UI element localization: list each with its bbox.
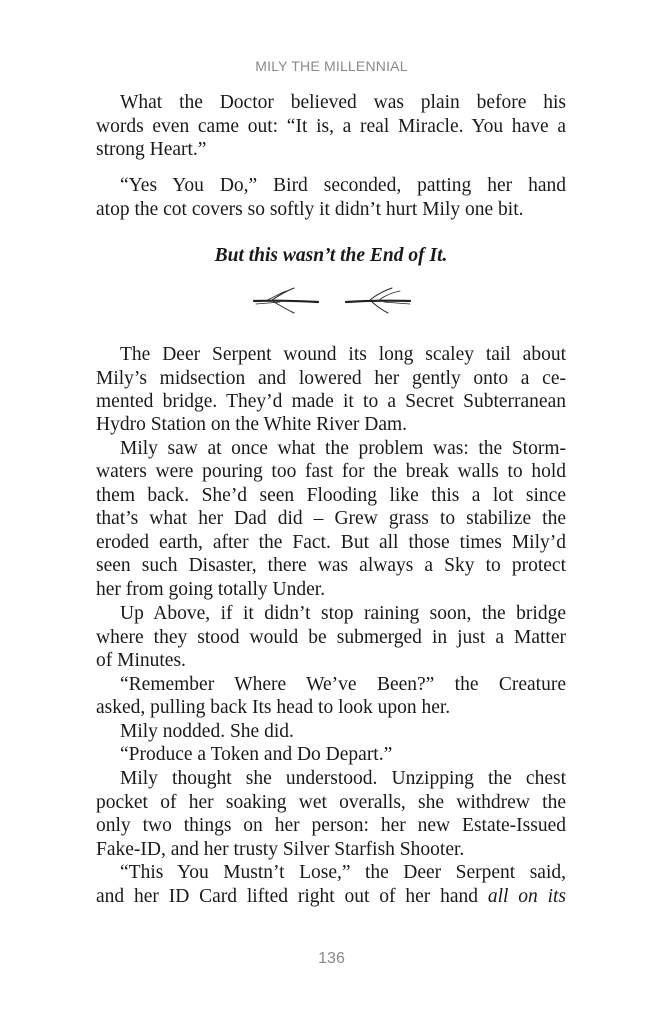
text-line xyxy=(96,673,566,697)
text-line xyxy=(96,437,566,461)
text-line xyxy=(96,531,566,555)
running-header: MILY THE MILLENNIAL xyxy=(255,58,408,74)
text-line xyxy=(96,743,566,767)
text-line-content: mented bridge. They’d made it to a Secret Subterranean xyxy=(96,391,566,412)
text-line-content: Mily nodded. She did. xyxy=(120,721,294,742)
text-line xyxy=(96,649,566,673)
text-line xyxy=(96,390,566,414)
text-line xyxy=(96,720,566,744)
text-line-content: only two things on her person: her new Estate-Issued xyxy=(96,815,566,836)
text-line xyxy=(96,602,566,626)
text-line-content: asked, pulling back Its head to look upon her. xyxy=(96,697,451,718)
text-line xyxy=(96,814,566,838)
text-line-content: where they stood would be submerged in just a Matter xyxy=(96,627,566,648)
text-line xyxy=(96,460,566,484)
text-line-content: “Yes You Do,” Bird seconded, patting her hand xyxy=(120,175,566,196)
text-line-content: Up Above, if it didn’t stop raining soon, the bridge xyxy=(120,603,566,624)
text-line-content: Mily’s midsection and lowered her gently onto a ce- xyxy=(96,368,566,389)
text-line-content: The Deer Serpent wound its long scaley tail about xyxy=(120,344,566,365)
text-line xyxy=(96,626,566,650)
text-line xyxy=(96,174,566,198)
text-line xyxy=(96,413,566,437)
page-number: 136 xyxy=(318,950,345,967)
text-line xyxy=(96,367,566,391)
text-line-content: that’s what her Dad did – Grew grass to stabilize the xyxy=(96,508,566,529)
text-line xyxy=(96,885,566,909)
text-line xyxy=(96,838,566,862)
text-line-content: “This You Mustn’t Lose,” the Deer Serpent said, xyxy=(120,862,566,883)
text-line xyxy=(96,791,566,815)
text-line-content: eroded earth, after the Fact. But all those times Mily’d xyxy=(96,532,566,553)
text-line xyxy=(96,484,566,508)
text-line-content: “Produce a Token and Do Depart.” xyxy=(120,744,393,765)
text-line-content: atop the cot covers so softly it didn’t hurt Mily one bit. xyxy=(96,199,524,220)
text-line-content: What the Doctor believed was plain before his xyxy=(120,92,566,113)
italic-text: all on its xyxy=(487,886,567,907)
text-line-content: strong Heart.” xyxy=(96,139,207,160)
section-heading xyxy=(96,244,566,268)
text-line-content: pocket of her soaking wet overalls, she withdrew the xyxy=(96,792,566,813)
text-line xyxy=(96,507,566,531)
text-line xyxy=(96,115,566,139)
text-line-content: Fake-ID, and her trusty Silver Starfish Shooter. xyxy=(96,839,465,860)
text-line xyxy=(96,696,566,720)
text-line-content: seen such Disaster, there was always a Sky to protect xyxy=(96,555,566,576)
text-line-content: words even came out: “It is, a real Miracle. You have a xyxy=(96,116,566,137)
text-line xyxy=(96,767,566,791)
twig-flourish-icon xyxy=(244,282,420,318)
text-line-content: and her ID Card lifted right out of her hand xyxy=(96,886,488,907)
text-line xyxy=(96,554,566,578)
text-line-content: “Remember Where We’ve Been?” the Creature xyxy=(120,674,566,695)
text-line-content: her from going totally Under. xyxy=(96,579,326,600)
text-line-content: of Minutes. xyxy=(96,650,186,671)
text-line-content: Mily saw at once what the problem was: the Storm- xyxy=(120,438,566,459)
text-line-content: Hydro Station on the White River Dam. xyxy=(96,414,408,435)
text-line xyxy=(96,91,566,115)
text-line xyxy=(96,578,566,602)
text-line xyxy=(96,343,566,367)
text-line xyxy=(96,138,566,162)
text-line xyxy=(96,861,566,885)
text-line xyxy=(96,198,566,222)
text-line-content: them back. She’d seen Flooding like this a lot since xyxy=(96,485,566,506)
text-line-content: Mily thought she understood. Unzipping the chest xyxy=(120,768,566,789)
text-line-content: But this wasn’t the End of It. xyxy=(214,245,448,266)
text-line-content: waters were pouring too fast for the break walls to hold xyxy=(96,461,566,482)
